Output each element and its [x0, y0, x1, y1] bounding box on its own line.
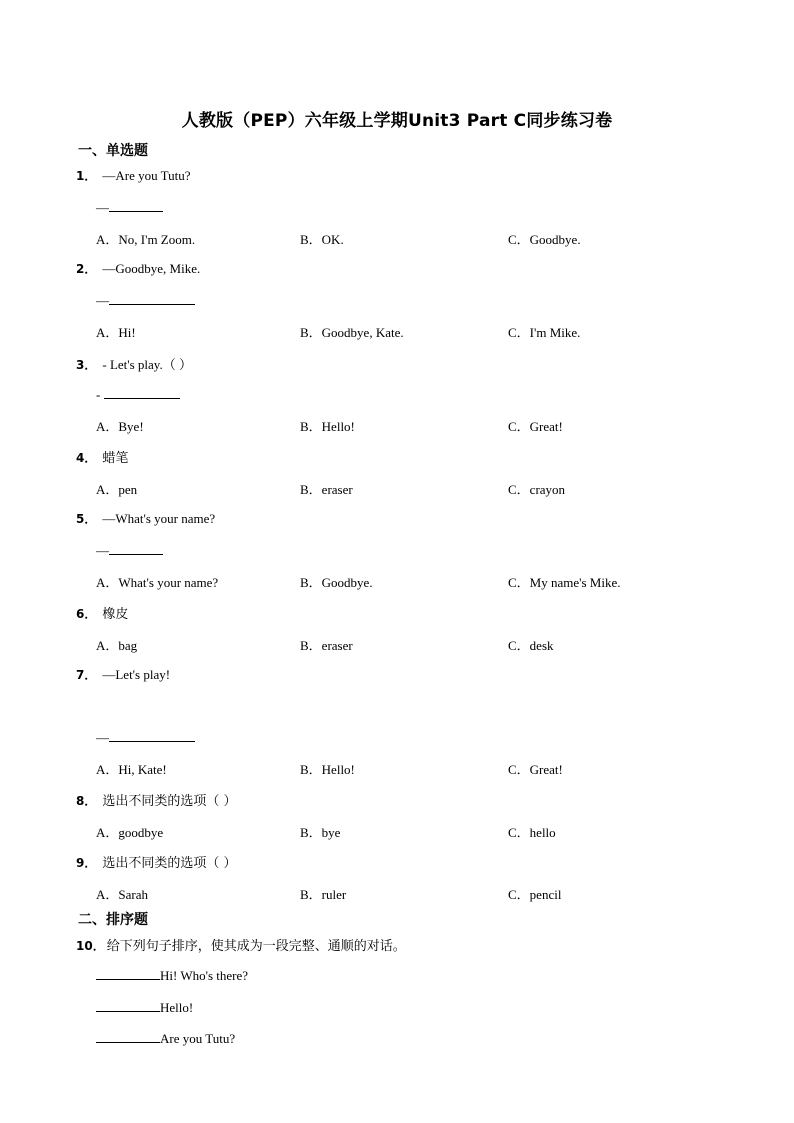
option-b[interactable]: B．bye [300, 825, 341, 840]
option-b[interactable]: B．Goodbye. [300, 575, 373, 590]
question-stem: 橡皮 [102, 607, 129, 622]
question-5 [76, 510, 215, 527]
option-c[interactable]: C．Great! [508, 762, 563, 777]
question-4 [76, 447, 128, 466]
answer-blank[interactable] [109, 199, 163, 212]
answer-line-3[interactable] [96, 386, 180, 403]
question-10 [76, 935, 406, 954]
question-7 [76, 666, 170, 683]
question-number: 3． [76, 358, 97, 372]
order-item-2 [96, 999, 193, 1016]
question-6 [76, 603, 128, 622]
option-b[interactable]: B．eraser [300, 482, 353, 497]
question-stem: —Are you Tutu? [102, 168, 191, 183]
option-c[interactable]: C．hello [508, 825, 556, 840]
order-text: Hello! [160, 1000, 194, 1015]
question-number: 4． [76, 451, 97, 465]
answer-blank[interactable] [109, 292, 195, 305]
option-a[interactable]: A．Bye! [96, 419, 144, 434]
question-number: 6． [76, 607, 97, 621]
question-stem: 选出不同类的选项（ ） [102, 856, 237, 871]
section-heading-ordering: 二、排序题 [78, 912, 148, 928]
option-b[interactable]: B．Hello! [300, 762, 355, 777]
answer-blank[interactable] [109, 542, 163, 555]
option-c[interactable]: C．crayon [508, 482, 566, 497]
answer-line-7[interactable] [96, 729, 195, 746]
question-number: 10． [76, 939, 105, 953]
page-title: 人教版（PEP）六年级上学期Unit3 Part C同步练习卷 [181, 111, 613, 131]
answer-line-5[interactable] [96, 542, 163, 559]
order-text: Hi! Who's there? [160, 968, 249, 983]
section-heading-single-choice: 一、单选题 [78, 143, 148, 159]
option-a[interactable]: A．Sarah [96, 887, 148, 902]
question-stem: —What's your name? [102, 511, 216, 526]
option-c[interactable]: C．Great! [508, 419, 563, 434]
question-stem: - Let's play.（ ） [102, 357, 192, 372]
answer-blank[interactable] [104, 386, 180, 399]
option-a[interactable]: A．Hi, Kate! [96, 762, 167, 777]
option-b[interactable]: B．Goodbye, Kate. [300, 325, 404, 340]
option-c[interactable]: C．desk [508, 638, 554, 653]
option-c[interactable]: C．pencil [508, 887, 562, 902]
order-blank[interactable] [96, 967, 160, 980]
option-b[interactable]: B．eraser [300, 638, 353, 653]
order-item-3 [96, 1030, 235, 1047]
dash: — [96, 543, 109, 558]
question-3 [76, 354, 192, 373]
option-c[interactable]: C．I'm Mike. [508, 325, 581, 340]
dash: — [96, 293, 109, 308]
option-b[interactable]: B．OK. [300, 232, 344, 247]
question-stem: 蜡笔 [102, 451, 129, 466]
question-8 [76, 790, 237, 809]
question-number: 1． [76, 169, 97, 183]
option-a[interactable]: A．Hi! [96, 325, 136, 340]
question-number: 5． [76, 512, 97, 526]
answer-blank[interactable] [109, 729, 195, 742]
dash: - [96, 387, 104, 402]
dash: — [96, 730, 109, 745]
order-blank[interactable] [96, 999, 160, 1012]
order-blank[interactable] [96, 1030, 160, 1043]
option-a[interactable]: A．No, I'm Zoom. [96, 232, 196, 247]
order-item-1 [96, 967, 248, 984]
question-1 [76, 167, 190, 184]
option-c[interactable]: C．Goodbye. [508, 232, 581, 247]
answer-line-1[interactable] [96, 199, 163, 216]
option-a[interactable]: A．goodbye [96, 825, 164, 840]
option-a[interactable]: A．bag [96, 638, 138, 653]
question-stem: 选出不同类的选项（ ） [102, 794, 237, 809]
question-number: 7． [76, 668, 97, 682]
question-number: 2． [76, 262, 97, 276]
question-2 [76, 260, 200, 277]
question-number: 9． [76, 856, 97, 870]
option-a[interactable]: A．What's your name? [96, 575, 219, 590]
option-a[interactable]: A．pen [96, 482, 138, 497]
question-number: 8． [76, 794, 97, 808]
question-stem: —Goodbye, Mike. [102, 261, 201, 276]
question-stem: 给下列句子排序，使其成为一段完整、通顺的对话。 [106, 939, 406, 954]
order-text: Are you Tutu? [160, 1031, 236, 1046]
dash: — [96, 200, 109, 215]
answer-line-2[interactable] [96, 292, 195, 309]
option-b[interactable]: B．Hello! [300, 419, 355, 434]
option-c[interactable]: C．My name's Mike. [508, 575, 621, 590]
question-9 [76, 852, 237, 871]
option-b[interactable]: B．ruler [300, 887, 347, 902]
question-stem: —Let's play! [102, 667, 171, 682]
